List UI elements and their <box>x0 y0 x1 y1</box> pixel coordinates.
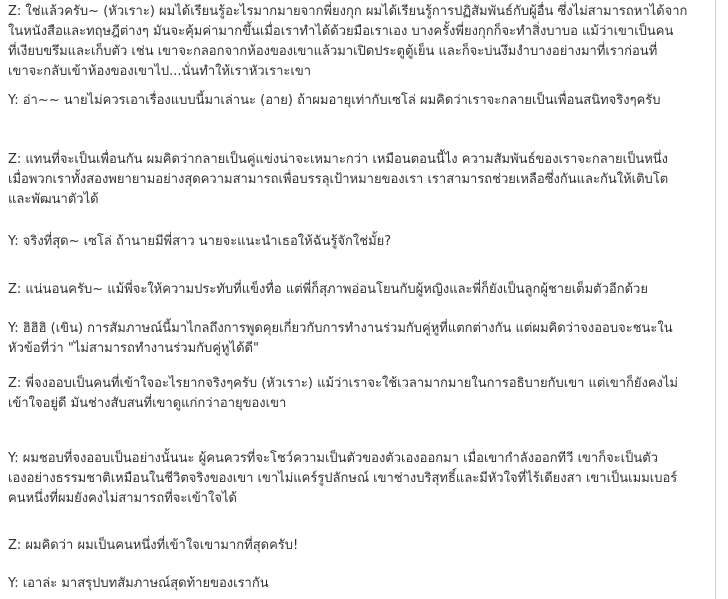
transcript-paragraph: Z: พี่จงออบเป็นคนที่เข้าใจอะไรยากจริงๆครับ (หัวเราะ) แม้ว่าเราจะใช้เวลามากมายในการอธิบายกับเขา แต่เขาก็ยังคงไม่ เข้าใจอยู่ดี มันช่างสับสนที่เขาดูแก่กว่าอายุของเขา <box>8 376 678 411</box>
transcript-paragraph: Z: แน่นอนครับ~ แม้พี่จะให้ความประทับที่แข็งทื่อ แต่พี่ก็สุภาพอ่อนโยนกับผู้หญิงและพี่ก็ยังเป็นลูกผู้ชายเต็มตัวอีกด้วย <box>8 282 648 297</box>
transcript-paragraph: Y: ฮิฮิฮิ (เขิน) การสัมภาษณ์นี้มาไกลถึงการพูดคุยเกี่ยวกับการทำงานร่วมกับคู่หูที่แตกต่างกัน แต่ผมคิดว่าจงออบจะชนะใน หัวข้อที่ว่า "ไม่สามารถทำงานร่วมกับคู่หูได้ดี" <box>8 321 673 356</box>
transcript-paragraph: Y: เอาล่ะ มาสรุปบทสัมภาษณ์สุดท้ายของเรากัน <box>8 576 269 591</box>
transcript-paragraph: Y: จริงที่สุด~ เซโล่ ถ้านายมีพี่สาว นายจะแนะนำเธอให้ฉันรู้จักใช่มั้ย? <box>8 234 392 249</box>
transcript-paragraph: Z: ผมคิดว่า ผมเป็นคนหนึ่งที่เข้าใจเขามากที่สุดครับ! <box>8 538 299 553</box>
transcript-paragraph: Z: แทนที่จะเป็นเพื่อนกัน ผมคิดว่ากลายเป็นคู่แข่งน่าจะเหมาะกว่า เหมือนตอนนี้ไง ความสัมพันธ์ของเราจะกลายเป็นหนึ่ง เมื่อพวกเราทั้งสองพยายามอย่างสุดความสามารถเพื่อบรรลุเป้าหมายของเรา เราสามารถช่วยเหลือซึ่งกันและกันให้เติบโต และพัฒนาตัวได้ <box>8 152 669 207</box>
transcript-paragraph: Y: อ่า~~ นายไม่ควรเอาเรื่องแบบนี้มาเล่านะ (อาย) ถ้าผมอายุเท่ากับเซโล่ ผมคิดว่าเราจะกลายเป็นเพื่อนสนิทจริงๆครับ <box>8 93 661 108</box>
transcript-paragraph: Z: ใช่แล้วครับ~ (หัวเราะ) ผมได้เรียนรู้อะไรมากมายจากพี่ยงกุก ผมได้เรียนรู้การปฏิสัมพันธ์กับผู้อื่น ซึ่งไม่สามารถหาได้จาก ในหนังสือและทฤษฎีต่างๆ มันจะคุ้มค่ามากขึ้นเมื่อเราทำได้ด้วยมือเราเอง บางครั้งพี่ยงกุกก็จะทำสิ่งบาบอ แม้ว่าเขาเป็นคน ที่เงียบขรึมและเก็บตัว เช่น เขาจะกลอกจากห้องของเขาแล้วมาเปิดประตูตู้เย็น และก็จะบ่นงึมงำบางอย่างมาที่เราก่อนที่ เขาจะกลับเข้าห้องของเขาไป...นั่นทำให้เราหัวเราะเขา <box>8 4 688 79</box>
transcript-paragraph: Y: ผมชอบที่จงออบเป็นอย่างนั้นนะ ผู้คนควรที่จะโชว์ความเป็นตัวของตัวเองออกมา เมื่อเขากำลังออกทีวี เขาก็จะเป็นตัว เองอย่างธรรมชาติเหมือนในชีวิตจริงของเขา เขาไม่แคร์รูปลักษณ์ เขาช่างบริสุทธิ์และมีหัวใจที่ไร้เดียงสา เขาเป็นเมมเบอร์ คนหนึ่งที่ผมยังคงไม่สามารถที่จะเข้าใจได้ <box>8 451 678 506</box>
